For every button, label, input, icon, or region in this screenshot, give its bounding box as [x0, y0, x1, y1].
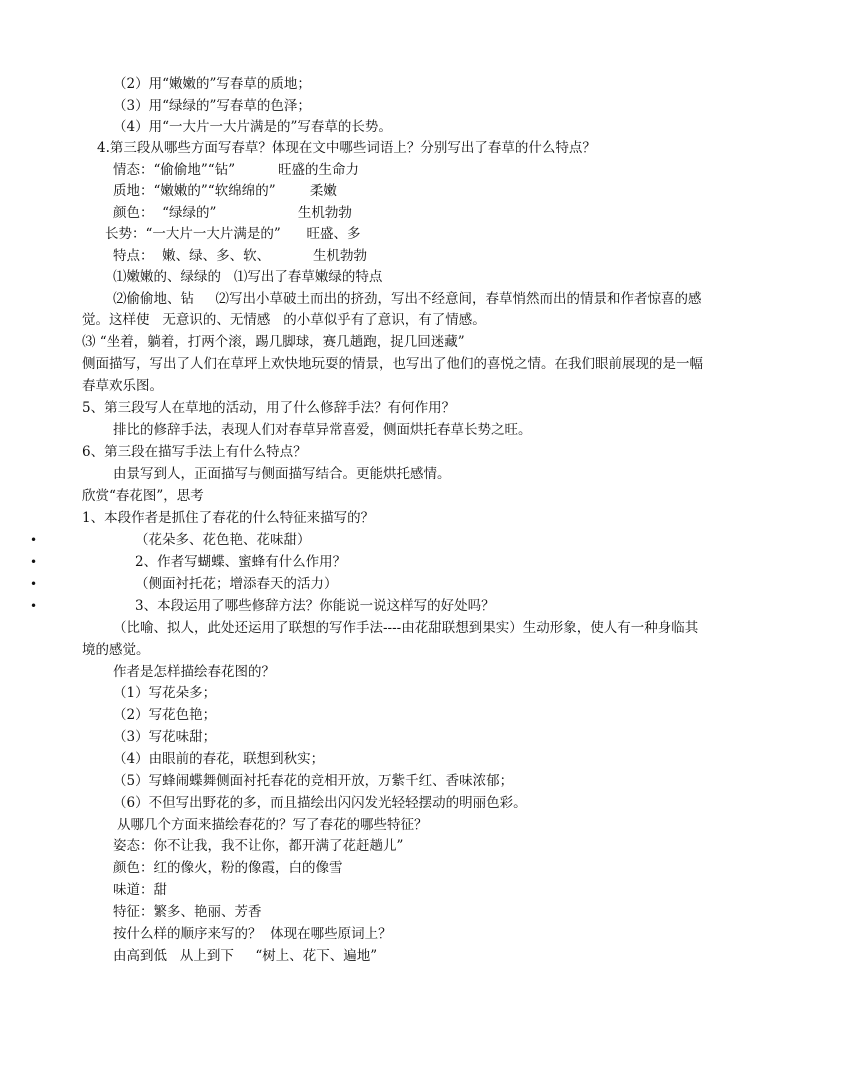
text-line: 3、本段运用了哪些修辞方法？你能说一说这样写的好处吗？	[135, 598, 495, 614]
text-line: （3）用“绿绿的”写春草的色泽；	[113, 98, 311, 114]
text-line: （侧面衬托花；增添春天的活力）	[135, 576, 338, 592]
text-line: 春草欢乐图。	[82, 378, 163, 394]
text-line: 排比的修辞手法，表现人们对春草异常喜爱，侧面烘托春草长势之旺。	[113, 422, 532, 438]
text-line: 2、作者写蝴蝶、蜜蜂有什么作用？	[135, 554, 347, 570]
text-line: 从哪几个方面来描绘春花的？写了春花的哪些特征？	[117, 817, 428, 833]
text-line: 特点： 嫩、绿、多、软、 生机勃勃	[113, 248, 367, 264]
text-line: （4）用“一大片一大片满是的”写春草的长势。	[113, 119, 392, 135]
text-line: 1、本段作者是抓住了春花的什么特征来描写的？	[82, 510, 375, 526]
text-line: （3）写花味甜；	[113, 729, 217, 745]
text-line: （比喻、拟人，此处还运用了联想的写作手法----由花甜联想到果实）生动形象，使人有一种身临其	[113, 620, 699, 636]
text-line: 由高到低 从上到下 “树上、花下、遍地”	[113, 948, 378, 964]
text-line: （6）不但写出野花的多，而且描绘出闪闪发光轻轻摆动的明丽色彩。	[113, 795, 527, 811]
text-line: 特征：繁多、艳丽、芳香	[113, 904, 262, 920]
text-line: ⑵偷偷地、钻 ⑵写出小草破土而出的挤劲，写出不经意间，春草悄然而出的情景和作者惊喜的感	[113, 291, 702, 307]
bullet-marker: •	[30, 555, 38, 569]
text-line: ⑴嫩嫩的、绿绿的 ⑴写出了春草嫩绿的特点	[113, 269, 383, 285]
text-line: （4）由眼前的春花，联想到秋实；	[113, 751, 325, 767]
text-line: 6、第三段在描写手法上有什么特点？	[82, 444, 307, 460]
text-line: 由景写到人，正面描写与侧面描写结合。更能烘托感情。	[113, 466, 451, 482]
text-line: （2）写花色艳；	[113, 707, 217, 723]
text-line: 长势：“一大片一大片满是的” 旺盛、多	[105, 226, 361, 242]
text-line: 4.第三段从哪些方面写春草？体现在文中哪些词语上？分别写出了春草的什么特点？	[97, 140, 596, 156]
text-line: 作者是怎样描绘春花图的？	[113, 664, 275, 680]
text-line: 按什么样的顺序来写的？ 体现在哪些原词上？	[113, 926, 392, 942]
text-line: 颜色：红的像火，粉的像霞，白的像雪	[113, 860, 343, 876]
text-line: 境的感觉。	[82, 642, 150, 658]
text-line: 味道：甜	[113, 882, 167, 898]
text-line: 觉。这样使 无意识的、无情感 的小草似乎有了意识，有了情感。	[82, 312, 486, 328]
text-line: （2）用“嫩嫩的”写春草的质地；	[113, 76, 311, 92]
text-line: 质地：“嫩嫩的”“软绵绵的” 柔嫩	[113, 183, 337, 199]
text-line: 欣赏“春花图”，思考	[82, 488, 204, 504]
text-line: 侧面描写，写出了人们在草坪上欢快地玩耍的情景，也写出了他们的喜悦之情。在我们眼前展现的是一幅	[82, 356, 703, 372]
bullet-marker: •	[30, 533, 38, 547]
text-line: 颜色： “绿绿的” 生机勃勃	[113, 205, 352, 221]
bullet-marker: •	[30, 577, 38, 591]
text-line: 情态：“偷偷地”“钻” 旺盛的生命力	[113, 162, 360, 178]
text-line: （花朵多、花色艳、花味甜）	[135, 532, 311, 548]
text-line: 姿态：你不让我，我不让你，都开满了花赶趟儿”	[113, 838, 404, 854]
text-line: （1）写花朵多；	[113, 685, 217, 701]
text-line: 5、第三段写人在草地的活动，用了什么修辞手法？有何作用？	[82, 400, 456, 416]
text-line: （5）写蜂闹蝶舞侧面衬托春花的竞相开放，万紫千红、香味浓郁；	[113, 773, 514, 789]
bullet-marker: •	[30, 599, 38, 613]
text-line: ⑶ “坐着，躺着，打两个滚，踢几脚球，赛几趟跑，捉几回迷藏”	[82, 334, 465, 350]
